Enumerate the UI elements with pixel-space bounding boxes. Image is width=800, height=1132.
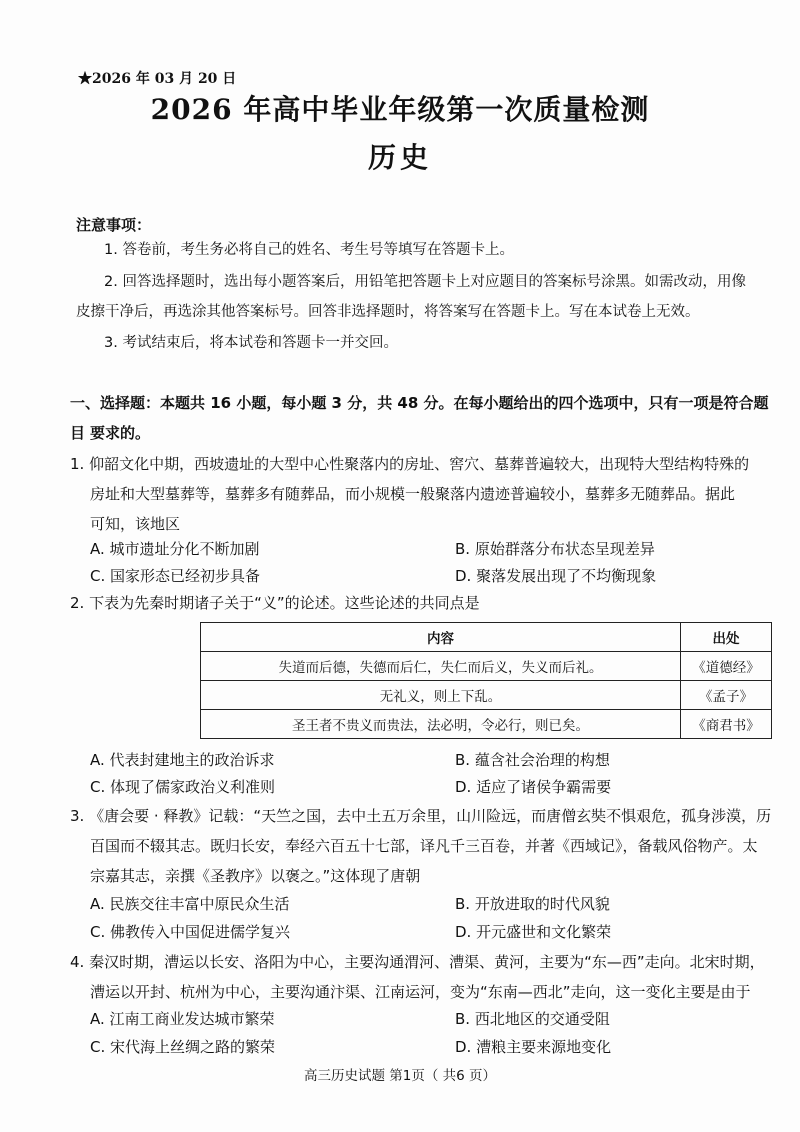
question-4-line: 漕运以开封、杭州为中心，主要沟通汴渠、江南运河，变为“东南—西北”走向，这一变化主要是由于: [90, 983, 751, 1001]
option-b[interactable]: B. 原始群落分布状态呈现差异: [455, 540, 655, 558]
table-cell: 无礼义，则上下乱。: [201, 681, 681, 710]
question-3-line: 3. 《唐会要 · 释教》记载：“天竺之国，去中土五万余里，山川险远，而唐僧玄奘不惧艰危，孤身涉漠，历: [70, 807, 772, 825]
option-b[interactable]: B. 西北地区的交通受阻: [455, 1010, 610, 1028]
table-cell: 《道德经》: [681, 652, 772, 681]
exam-title: 2026 年高中毕业年级第一次质量检测: [150, 93, 650, 126]
question-3-line: 宗嘉其志，亲撰《圣教序》以褒之。”这体现了唐朝: [90, 867, 421, 885]
table-row: [201, 652, 772, 681]
question-4-line: 4. 秦汉时期，漕运以长安、洛阳为中心，主要沟通渭河、漕渠、黄河，主要为“东—西”走向。北宋时期，: [70, 953, 765, 971]
question-2-line: 2. 下表为先秦时期诸子关于“义”的论述。这些论述的共同点是: [70, 594, 480, 612]
exam-date: ★2026 年 03 月 20 日: [78, 71, 237, 87]
option-d[interactable]: D. 开元盛世和文化繁荣: [455, 923, 612, 941]
table-cell: 《孟子》: [681, 681, 772, 710]
option-a[interactable]: A. 代表封建地主的政治诉求: [90, 751, 275, 769]
option-d[interactable]: D. 漕粮主要来源地变化: [455, 1038, 612, 1056]
section-heading: 一、选择题：本题共 16 小题，每小题 3 分，共 48 分。在每小题给出的四个选项中，只有一项是符合题目: [70, 394, 769, 442]
option-c[interactable]: C. 体现了儒家政治义利准则: [90, 778, 276, 796]
quote-table: [200, 622, 772, 739]
section-heading-cont: 要求的。: [90, 424, 151, 442]
exam-subject: 历史: [367, 141, 432, 174]
table-row: [201, 710, 772, 739]
table-cell: 失道而后德，失德而后仁，失仁而后义，失义而后礼。: [201, 652, 681, 681]
option-d[interactable]: D. 聚落发展出现了不均衡现象: [455, 567, 657, 585]
option-a[interactable]: A. 江南工商业发达城市繁荣: [90, 1010, 275, 1028]
note-item: 1. 答卷前，考生务必将自己的姓名、考生号等填写在答题卡上。: [104, 242, 514, 258]
table-header-row: [201, 623, 772, 652]
question-1-line: 1. 仰韶文化中期，西坡遗址的大型中心性聚落内的房址、窖穴、墓葬普遍较大，出现特大型结构特殊的: [70, 455, 750, 473]
option-b[interactable]: B. 蕴含社会治理的构想: [455, 751, 610, 769]
table-header: 内容: [201, 623, 681, 652]
table-cell: 圣王者不贵义而贵法，法必明，令必行，则已矣。: [201, 710, 681, 739]
question-1-line: 可知，该地区: [90, 515, 181, 533]
question-3-line: 百国而不辍其志。既归长安，奉经六百五十七部，译凡千三百卷，并著《西域记》，备载风俗物产。太: [90, 837, 758, 855]
note-item: 皮擦干净后，再选涂其他答案标号。回答非选择题时，将答案写在答题卡上。写在本试卷上无效。: [76, 304, 700, 320]
question-1-line: 房址和大型墓葬等，墓葬多有随葬品，而小规模一般聚落内遗迹普遍较小，墓葬多无随葬品。据此: [90, 485, 736, 503]
table-row: [201, 681, 772, 710]
table-cell: 《商君书》: [681, 710, 772, 739]
option-d[interactable]: D. 适应了诸侯争霸需要: [455, 778, 612, 796]
option-c[interactable]: C. 佛教传入中国促进儒学复兴: [90, 923, 291, 941]
option-a[interactable]: A. 民族交往丰富中原民众生活: [90, 895, 290, 913]
option-b[interactable]: B. 开放进取的时代风貌: [455, 895, 610, 913]
option-c[interactable]: C. 国家形态已经初步具备: [90, 567, 261, 585]
table-header: 出处: [681, 623, 772, 652]
option-c[interactable]: C. 宋代海上丝绸之路的繁荣: [90, 1038, 276, 1056]
note-item: 3. 考试结束后，将本试卷和答题卡一并交回。: [104, 335, 398, 351]
page-footer: 高三历史试题 第1页（ 共6 页）: [303, 1068, 497, 1084]
option-a[interactable]: A. 城市遗址分化不断加剧: [90, 540, 260, 558]
notes-heading: 注意事项：: [76, 216, 152, 234]
note-item: 2. 回答选择题时，选出每小题答案后，用铅笔把答题卡上对应题目的答案标号涂黑。如需改动，用像: [104, 274, 746, 290]
